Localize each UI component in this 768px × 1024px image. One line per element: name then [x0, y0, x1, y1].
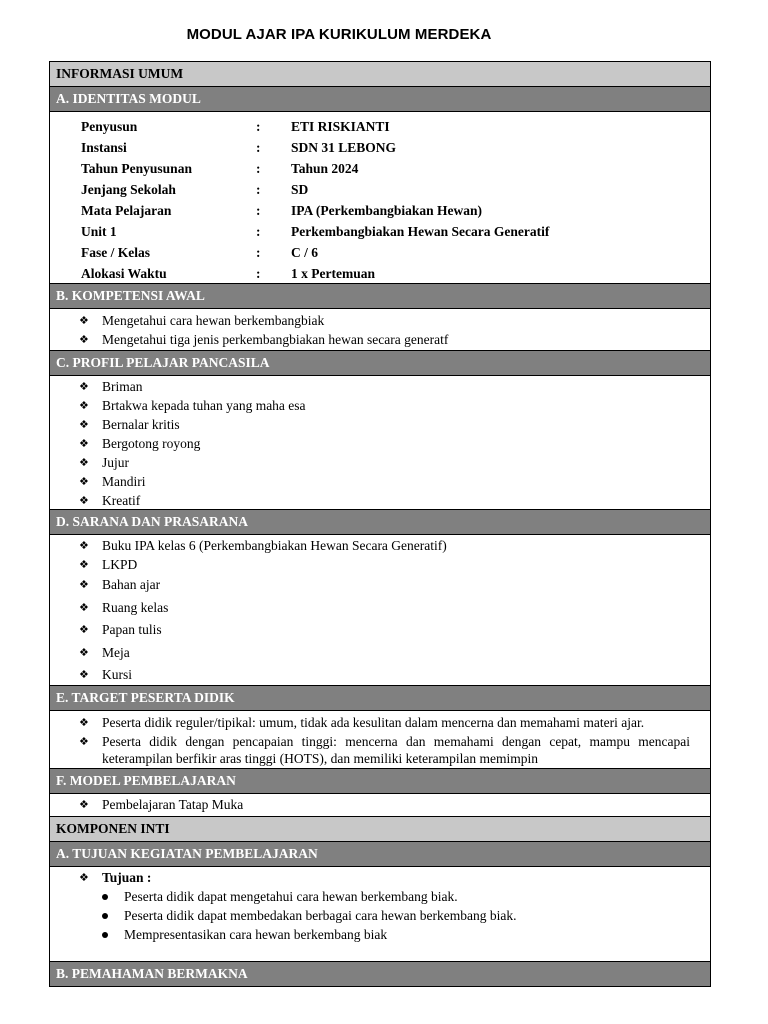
diamond-bullet-icon: ❖ [79, 418, 89, 431]
diamond-bullet-icon: ❖ [79, 539, 89, 552]
diamond-bullet-icon: ❖ [79, 494, 89, 507]
identity-row: Tahun Penyusunan : Tahun 2024 [81, 161, 359, 176]
list-item: Peserta didik dapat membedakan berbagai cara hewan berkembang biak. [50, 906, 710, 925]
komponen-inti-header: KOMPONEN INTI [50, 816, 710, 841]
diamond-bullet-icon: ❖ [79, 600, 89, 614]
tujuan-label: ❖ Tujuan : [79, 870, 152, 885]
diamond-bullet-icon: ❖ [79, 437, 89, 450]
diamond-bullet-icon: ❖ [79, 399, 89, 412]
kompetensi-header: B. KOMPETENSI AWAL [50, 283, 710, 308]
round-bullet-icon [102, 894, 108, 900]
profil-header: C. PROFIL PELAJAR PANCASILA [50, 350, 710, 375]
document-title: MODUL AJAR IPA KURIKULUM MERDEKA [186, 26, 492, 43]
list-item: ❖ Papan tulis [50, 619, 710, 642]
list-item: ❖ Kursi [50, 664, 710, 687]
identity-row: Jenjang Sekolah : SD [81, 182, 309, 197]
model-header: F. MODEL PEMBELAJARAN [50, 768, 710, 793]
list-item: Mempresentasikan cara hewan berkembang biak [50, 925, 710, 944]
round-bullet-icon [102, 913, 108, 919]
diamond-bullet-icon: ❖ [79, 735, 89, 748]
diamond-bullet-icon: ❖ [79, 578, 89, 591]
list-item: ❖ Briman [79, 379, 143, 394]
list-item: ❖ Mandiri [79, 474, 146, 489]
diamond-bullet-icon: ❖ [79, 668, 89, 681]
diamond-bullet-icon: ❖ [79, 475, 89, 488]
list-item: ❖ Peserta didik dengan pencapaian tinggi: mencerna dan memahami dengan cepat, mampu mencapai keterampilan berfikir aras tinggi (HOTS), dan memiliki keterampilan memimpin [79, 734, 690, 766]
kompetensi-section [50, 308, 710, 350]
list-item: Peserta didik dapat mengetahui cara hewan berkembang biak. [50, 887, 710, 906]
sarana-header: D. SARANA DAN PRASARANA [50, 509, 710, 534]
tujuan-section [50, 866, 710, 961]
sarana-section [50, 534, 710, 685]
diamond-bullet-icon: ❖ [79, 871, 89, 884]
diamond-bullet-icon: ❖ [79, 333, 89, 346]
list-item: ❖ Kreatif [79, 493, 141, 508]
list-item: ❖ Brtakwa kepada tuhan yang maha esa [79, 398, 306, 413]
tujuan-header: A. TUJUAN KEGIATAN PEMBELAJARAN [50, 841, 710, 866]
list-item: ❖ LKPD [79, 557, 138, 572]
identitas-header: A. IDENTITAS MODUL [50, 86, 710, 111]
list-item: ❖ Ruang kelas [50, 597, 710, 620]
target-header: E. TARGET PESERTA DIDIK [50, 685, 710, 710]
identity-row: Mata Pelajaran : IPA (Perkembangbiakan Hewan) [81, 203, 483, 218]
list-item: ❖ Bahan ajar [50, 574, 710, 597]
identity-row: Penyusun : ETI RISKIANTI [81, 119, 390, 134]
diamond-bullet-icon: ❖ [79, 558, 89, 571]
list-item: ❖ Bergotong royong [79, 436, 201, 451]
diamond-bullet-icon: ❖ [79, 314, 89, 327]
diamond-bullet-icon: ❖ [79, 380, 89, 393]
identity-row: Alokasi Waktu : 1 x Pertemuan [81, 266, 375, 281]
identity-row: Unit 1 : Perkembangbiakan Hewan Secara Generatif [81, 224, 550, 239]
target-section [50, 710, 710, 768]
diamond-bullet-icon: ❖ [79, 716, 89, 729]
info-umum-header: INFORMASI UMUM [50, 62, 710, 86]
list-item: ❖ Mengetahui tiga jenis perkembangbiakan hewan secara generatf [79, 332, 449, 347]
profil-section [50, 375, 710, 509]
list-item: ❖ Buku IPA kelas 6 (Perkembangbiakan Hewan Secara Generatif) [79, 538, 447, 553]
module-table [49, 61, 711, 987]
list-item: ❖ Jujur [79, 455, 129, 470]
list-item: ❖ Mengetahui cara hewan berkembangbiak [79, 313, 325, 328]
diamond-bullet-icon: ❖ [79, 456, 89, 469]
list-item: ❖ Meja [50, 642, 710, 665]
diamond-bullet-icon: ❖ [79, 645, 89, 659]
diamond-bullet-icon: ❖ [79, 798, 89, 811]
identity-row: Instansi : SDN 31 LEBONG [81, 140, 397, 155]
identitas-section [50, 111, 710, 283]
pemahaman-header: B. PEMAHAMAN BERMAKNA [50, 961, 710, 986]
round-bullet-icon [102, 932, 108, 938]
list-item: ❖ Peserta didik reguler/tipikal: umum, tidak ada kesulitan dalam mencerna dan memahami materi ajar. [79, 715, 645, 730]
model-section [50, 793, 710, 816]
list-item: ❖ Bernalar kritis [79, 417, 180, 432]
list-item: ❖ Pembelajaran Tatap Muka [79, 797, 244, 812]
identity-row: Fase / Kelas : C / 6 [81, 245, 318, 260]
diamond-bullet-icon: ❖ [79, 623, 89, 636]
